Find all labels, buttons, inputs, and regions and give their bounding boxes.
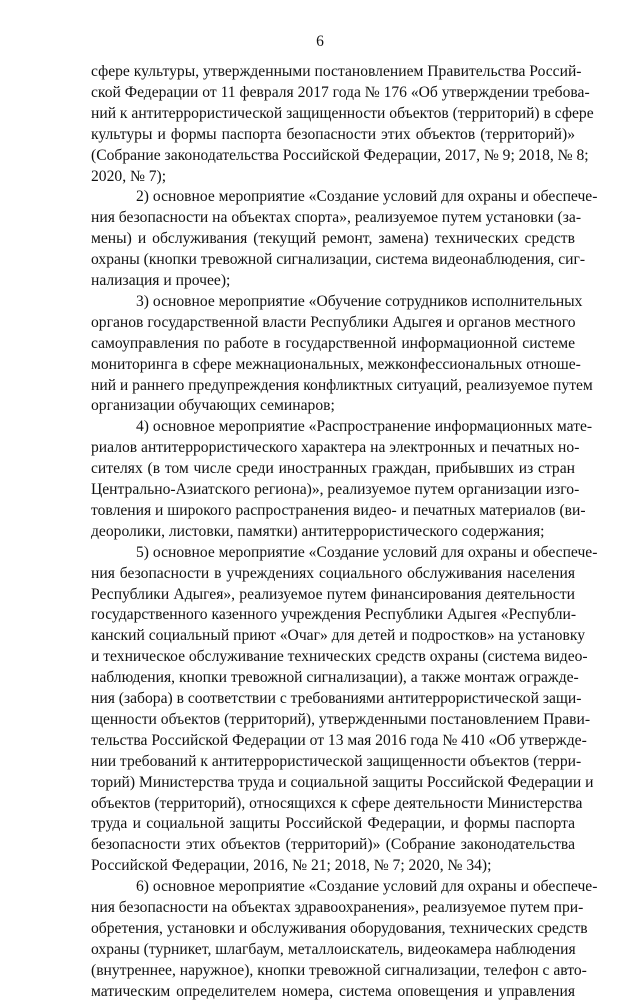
text-line: деоролики, листовки, памятки) антитеррористического содержания;: [91, 522, 545, 540]
text-line: наблюдения, кнопки тревожной сигнализации), а также монтаж огражде-: [91, 669, 579, 687]
text-line: Республики Адыгея», реализуемое путем финансирования деятельности: [91, 585, 575, 603]
text-line: 4) основное мероприятие «Распространение информационных мате-: [136, 418, 593, 436]
text-line: 5) основное мероприятие «Создание условий для охраны и обеспече-: [136, 543, 598, 561]
text-line: безопасности этих объектов (территорий)» (Собрание законодательства: [91, 836, 575, 854]
text-line: 2) основное мероприятие «Создание условий для охраны и обеспече-: [136, 188, 598, 206]
text-line: нии требований к антитеррористической защищенности объектов (терри-: [91, 752, 582, 770]
text-line: мены) и обслуживания (текущий ремонт, замена) технических средств: [91, 230, 575, 248]
text-line: культуры и формы паспорта безопасности этих объектов (территорий)»: [91, 125, 575, 143]
text-line: 3) основное мероприятие «Обучение сотрудников исполнительных: [136, 292, 583, 310]
text-line: щенности объектов (территорий), утвержденными постановлением Прави-: [91, 710, 591, 728]
text-line: (Собрание законодательства Российской Федерации, 2017, № 9; 2018, № 8;: [91, 146, 589, 164]
text-line: риалов антитеррористического характера на электронных и печатных но-: [91, 439, 580, 457]
text-line: ний к антитеррористической защищенности объектов (территорий) в сфере: [91, 104, 594, 122]
text-line: канский социальный приют «Очаг» для детей и подростков» на установку: [91, 627, 585, 645]
text-line: ния безопасности в учреждениях социального обслуживания населения: [91, 564, 575, 582]
text-line: Российской Федерации, 2016, № 21; 2018, № 7; 2020, № 34);: [91, 857, 492, 875]
text-line: ской Федерации от 11 февраля 2017 года № 176 «Об утверждении требова-: [91, 83, 590, 101]
text-line: обретения, установки и обслуживания оборудования, технических средств: [91, 919, 588, 937]
text-line: ния (забора) в соответствии с требованиями антитеррористической защи-: [91, 690, 582, 707]
text-line: матическим определителем номера, система оповещения и управления: [91, 982, 575, 1000]
text-line: охраны (турникет, шлагбаум, металлоискатель, видеокамера наблюдения: [91, 940, 576, 958]
text-line: Центрально-Азиатского региона)», реализуемое путем организации изго-: [91, 481, 580, 498]
text-line: охраны (кнопки тревожной сигнализации, система видеонаблюдения, сиг-: [91, 251, 586, 269]
text-line: государственного казенного учреждения Республики Адыгея «Республи-: [91, 606, 577, 624]
text-line: труда и социальной защиты Российской Федерации, и формы паспорта: [91, 815, 575, 833]
text-line: торий) Министерства труда и социальной защиты Российской Федерации и: [91, 773, 594, 791]
text-line: тельства Российской Федерации от 13 мая 2016 года № 410 «Об утвержде-: [91, 731, 587, 749]
text-line: объектов (территорий), относящихся к сфере деятельности Министерства: [91, 794, 583, 812]
text-line: ний и раннего предупреждения конфликтных ситуаций, реализуемое путем: [91, 376, 593, 394]
text-line: ния безопасности на объектах спорта», реализуемое путем установки (за-: [91, 209, 582, 227]
text-line: организации обучающих семинаров;: [91, 397, 335, 415]
text-line: (внутреннее, наружное), кнопки тревожной сигнализации, телефон с авто-: [91, 961, 587, 979]
text-line: сфере культуры, утвержденными постановлением Правительства Россий-: [91, 63, 582, 80]
page-number: 6: [316, 33, 324, 50]
text-line: и техническое обслуживание технических средств охраны (система видео-: [91, 648, 588, 666]
text-line: нализация и прочее);: [91, 272, 231, 289]
text-line: сителях (в том числе среди иностранных граждан, прибывших из стран: [91, 460, 575, 478]
text-line: 2020, № 7);: [91, 167, 167, 185]
text-line: ния безопасности на объектах здравоохранения», реализуемое путем при-: [91, 899, 584, 916]
text-line: самоуправления по работе в государственной информационной системе: [91, 334, 575, 352]
text-line: товления и широкого распространения видео- и печатных материалов (ви-: [91, 501, 586, 519]
text-line: 6) основное мероприятие «Создание условий для охраны и обеспече-: [136, 878, 598, 896]
text-line: органов государственной власти Республики Адыгея и органов местного: [91, 313, 576, 331]
text-line: мониторинга в сфере межнациональных, межконфессиональных отноше-: [91, 355, 581, 373]
